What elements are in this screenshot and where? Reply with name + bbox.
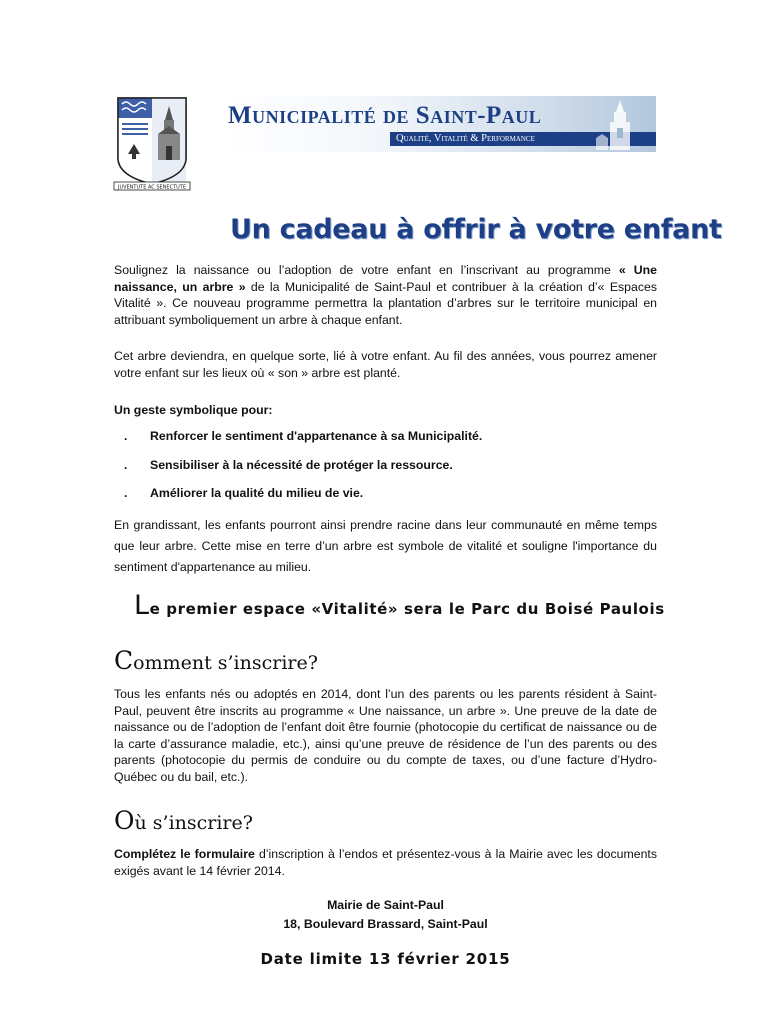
intro-text-part2: de la Municipalité de Saint-Paul et contribuer à la création d’« Espaces Vitalité ». Ce nouveau programme permettra la plantation d’arbres sur le territoire municipal en attribuant symboliquement un arbre à chaque enfant. <box>114 279 657 327</box>
gesture-bullet-list <box>124 428 644 514</box>
deadline-text: Date limite 13 février 2015 <box>260 950 511 968</box>
heading-initial: O <box>114 806 135 835</box>
form-instruction-rest: d’inscription à l’endos et présentez-vous à la Mairie avec les documents exigés avant le 14 février 2014. <box>114 847 657 878</box>
address-line1: Mairie de Saint-Paul <box>327 898 444 912</box>
how-to-register-text: Tous les enfants nés ou adoptés en 2014, dont l’un des parents ou les parents résident à Saint-Paul, peuvent être inscrits au programme « Une naissance, un arbre ». Une preuve de la date de naissance ou de l’adoption de l’enfant doit être fournie (photocopie du certificat de naissance ou de la carte d’assurance maladie, etc.), ainsi qu’une preuve de résidence de l’un des parents ou des parents (photocopie du permis de conduire ou du compte de taxes, ou d’une facture d’Hydro-Québec ou du bail, etc.). <box>114 687 657 784</box>
municipality-banner <box>222 96 656 152</box>
paragraph-tree-link: Cet arbre deviendra, en quelque sorte, lié à votre enfant. Au fil des années, vous pourrez amener votre enfant sur les lieux où « son » arbre est planté. <box>114 349 657 380</box>
bullet-text: Sensibiliser à la nécessité de protéger la ressource. <box>150 457 453 472</box>
list-item <box>124 457 644 486</box>
heading-initial: L <box>134 590 150 621</box>
municipality-tagline: Qualité, Vitalité & Performance <box>390 132 656 146</box>
program-name: « Une naissance, un arbre » <box>114 263 657 294</box>
where-to-register-text <box>114 846 657 879</box>
heading-initial: C <box>114 646 134 675</box>
bullet-marker: . <box>124 429 128 443</box>
list-item <box>124 428 644 457</box>
municipal-crest-logo <box>112 96 192 192</box>
heading-rest: e premier espace «Vitalité» sera le Parc du Boisé Paulois <box>149 600 665 618</box>
municipality-name: Municipalité de Saint-Paul <box>228 102 542 129</box>
list-item <box>124 485 644 514</box>
main-title: Un cadeau à offrir à votre enfant <box>230 214 722 245</box>
intro-paragraph <box>114 262 657 328</box>
intro-text-part1: Soulignez la naissance ou l’adoption de votre enfant en l’inscrivant au programme <box>114 263 619 277</box>
address-line2: 18, Boulevard Brassard, Saint-Paul <box>283 917 488 931</box>
symbolic-gesture-heading: Un geste symbolique pour: <box>114 403 273 417</box>
town-hall-address <box>114 896 657 934</box>
svg-text:JUVENTUTE AC SENECTUTE: JUVENTUTE AC SENECTUTE <box>117 184 187 191</box>
how-to-register-heading <box>114 646 318 675</box>
heading-rest: omment s’inscrire? <box>133 652 318 674</box>
paragraph-growing: En grandissant, les enfants pourront ainsi prendre racine dans leur communauté en même temps que leur arbre. Cette mise en terre d’un arbre est symbole de vitalité et souligne l'importance du sentiment d'appartenance au milieu. <box>114 518 657 574</box>
bullet-marker: . <box>124 457 128 472</box>
first-space-heading <box>134 590 665 621</box>
bullet-marker: . <box>124 486 128 500</box>
bullet-text: Renforcer le sentiment d'appartenance à sa Municipalité. <box>150 429 483 443</box>
bullet-text: Améliorer la qualité du milieu de vie. <box>150 486 364 500</box>
steeple-icon <box>592 98 648 150</box>
where-to-register-heading <box>114 806 253 835</box>
form-instruction-bold: Complétez le formulaire <box>114 847 255 861</box>
heading-rest: ù s’inscrire? <box>134 812 253 834</box>
